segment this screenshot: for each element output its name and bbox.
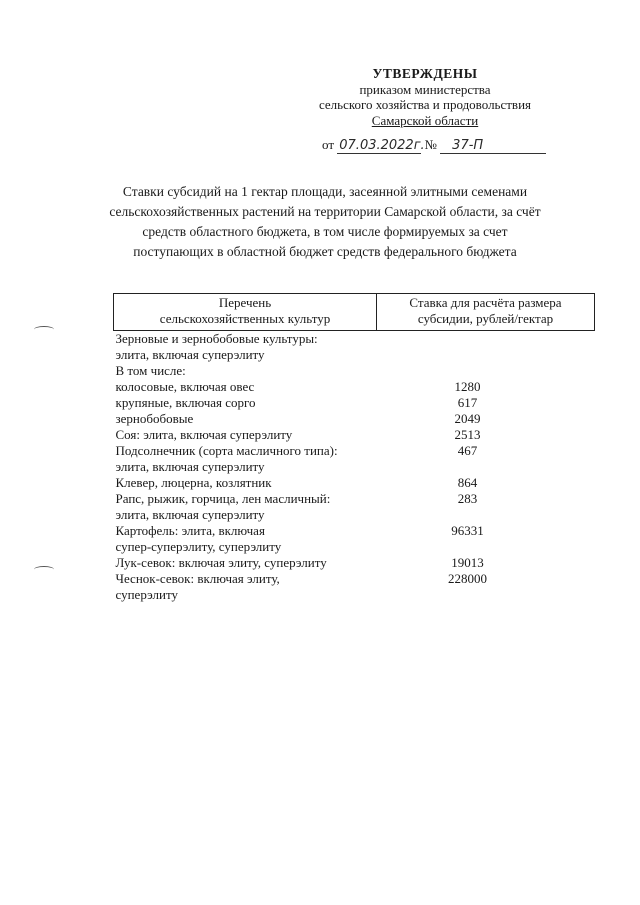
table-row	[114, 475, 595, 491]
approval-line-2: сельского хозяйства и продовольствия	[318, 97, 532, 112]
rate-cell: 467	[457, 443, 478, 458]
rate-cell: 617	[457, 395, 478, 410]
rate-cell	[377, 507, 595, 523]
table-row	[114, 555, 595, 571]
rate-cell	[377, 331, 595, 348]
title-line-2: сельскохозяйственных растений на территории Самарской области, за счёт	[109, 204, 541, 219]
table-row	[114, 331, 595, 348]
number-label: №	[424, 137, 437, 152]
crop-cell: Рапс, рыжик, горчица, лен масличный:	[115, 491, 331, 506]
header-rate	[377, 294, 595, 331]
approval-block	[290, 66, 560, 128]
header-crops-line-1: Перечень	[218, 295, 272, 310]
crop-cell: Клевер, люцерна, козлятник	[115, 475, 272, 490]
header-rate-line-2: субсидии, рублей/гектар	[417, 311, 554, 326]
table-row	[114, 443, 595, 459]
handwritten-number: 37-П	[440, 139, 546, 154]
table-row	[114, 363, 595, 379]
crop-cell: зернобобовые	[115, 411, 194, 426]
document-title	[90, 182, 560, 262]
crop-cell: Зерновые и зернобобовые культуры:	[115, 331, 318, 346]
table-row	[114, 411, 595, 427]
rate-cell: 19013	[451, 555, 484, 570]
crop-cell: В том числе:	[115, 363, 186, 378]
table-row	[114, 523, 595, 539]
rate-cell: 96331	[451, 523, 484, 538]
rate-cell: 2513	[454, 427, 481, 442]
rate-cell: 283	[457, 491, 478, 506]
crop-cell: крупяные, включая сорго	[115, 395, 256, 410]
order-reference	[322, 136, 546, 154]
approval-line-3: Самарской области	[371, 112, 479, 128]
crop-cell: элита, включая суперэлиту	[115, 459, 265, 474]
crop-cell: Картофель: элита, включая	[115, 523, 265, 538]
crop-cell: супер-суперэлиту, суперэлиту	[115, 539, 282, 554]
subsidy-rates-table	[113, 293, 595, 603]
crop-cell: Лук-севок: включая элиту, суперэлиту	[115, 555, 327, 570]
rate-cell	[377, 539, 595, 555]
margin-punch-mark	[34, 566, 54, 573]
crop-cell: элита, включая суперэлиту	[115, 507, 265, 522]
approval-line-1: приказом министерства	[359, 81, 491, 97]
crop-cell: суперэлиту	[115, 587, 178, 602]
table-row	[114, 347, 595, 363]
rate-cell	[377, 459, 595, 475]
title-line-1: Ставки субсидий на 1 гектар площади, засеянной элитными семенами	[122, 184, 528, 199]
table-row	[114, 395, 595, 411]
crop-cell: Чеснок-севок: включая элиту,	[115, 571, 280, 586]
approval-heading: УТВЕРЖДЕНЫ	[372, 66, 478, 81]
rate-cell: 1280	[454, 379, 481, 394]
rate-cell: 228000	[448, 571, 487, 586]
rate-cell	[377, 347, 595, 363]
crop-cell: элита, включая суперэлиту	[115, 347, 265, 362]
table-row	[114, 491, 595, 507]
table-row	[114, 539, 595, 555]
table-row	[114, 427, 595, 443]
table-row	[114, 587, 595, 603]
title-line-3: средств областного бюджета, в том числе формируемых за счет	[142, 224, 508, 239]
rate-cell	[377, 363, 595, 379]
margin-punch-mark	[34, 326, 54, 333]
from-label: от	[322, 137, 335, 152]
table-row	[114, 571, 595, 587]
header-crops-line-2: сельскохозяйственных культур	[159, 311, 331, 326]
rate-cell: 2049	[454, 411, 481, 426]
table-header-row	[114, 294, 595, 331]
rate-cell	[377, 587, 595, 603]
header-crops	[114, 294, 377, 331]
handwritten-date: 07.03.2022г.	[339, 138, 425, 153]
crop-cell: Соя: элита, включая суперэлиту	[115, 427, 293, 442]
table-row	[114, 459, 595, 475]
table-row	[114, 507, 595, 523]
crop-cell: колосовые, включая овес	[115, 379, 255, 394]
title-line-4: поступающих в областной бюджет средств федерального бюджета	[133, 244, 517, 259]
rate-cell: 864	[457, 475, 478, 490]
table-row	[114, 379, 595, 395]
header-rate-line-1: Ставка для расчёта размера	[409, 295, 562, 310]
crop-cell: Подсолнечник (сорта масличного типа):	[115, 443, 338, 458]
